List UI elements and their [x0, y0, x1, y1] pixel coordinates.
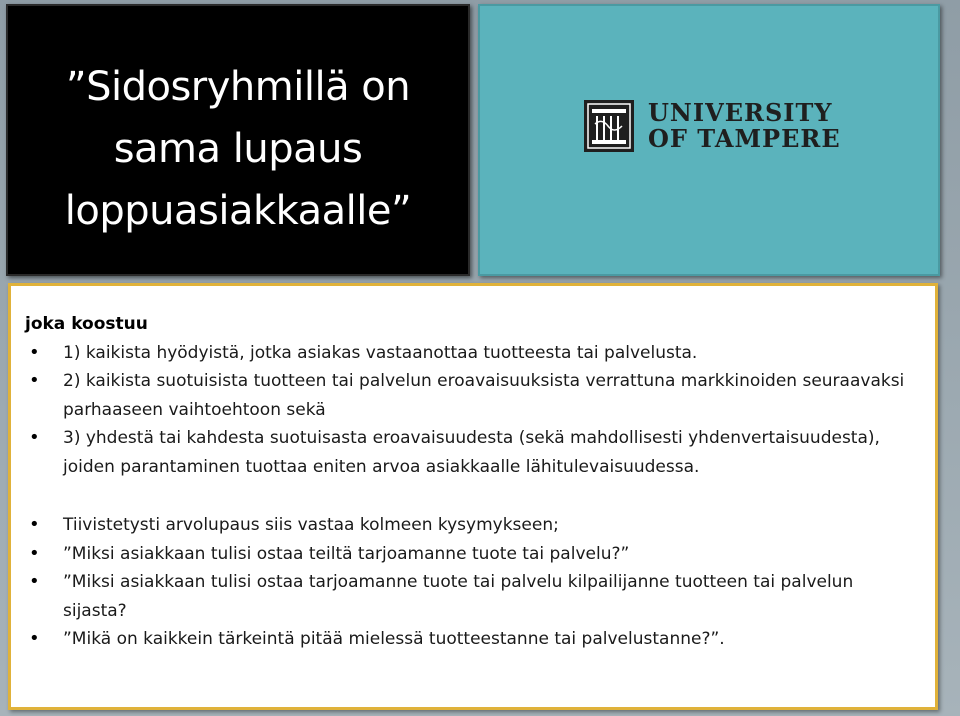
- logo-panel: [478, 4, 940, 276]
- slide-title: [8, 56, 468, 242]
- spacer: [25, 481, 917, 511]
- content-heading: joka koostuu: [25, 314, 148, 334]
- list-item: • ”Miksi asiakkaan tulisi ostaa teiltä tarjoamanne tuote tai palvelu?”: [25, 540, 917, 569]
- university-logo: [584, 100, 841, 152]
- title-panel: [6, 4, 470, 276]
- title-line-2: sama lupaus: [113, 126, 363, 172]
- logo-line-1: UNIVERSITY: [648, 98, 833, 127]
- title-line-1: ”Sidosryhmillä on: [65, 64, 411, 110]
- university-emblem-icon: [584, 100, 634, 152]
- logo-line-2: OF TAMPERE: [648, 124, 841, 153]
- list-item: • ”Miksi asiakkaan tulisi ostaa tarjoamanne tuote tai palvelu kilpailijanne tuotteen tai palvelun sijasta?: [25, 568, 917, 625]
- content-body: [25, 310, 917, 654]
- list-item: • 2) kaikista suotuisista tuotteen tai palvelun eroavaisuuksista verrattuna markkinoiden seuraavaksi parhaaseen vaihtoehtoon sekä: [25, 367, 917, 424]
- summary-list: [25, 511, 917, 654]
- list-item: • ”Mikä on kaikkein tärkeintä pitää mielessä tuotteestanne tai palvelustanne?”.: [25, 625, 917, 654]
- logo-wordmark: [648, 100, 841, 152]
- list-item: • Tiivistetysti arvolupaus siis vastaa kolmeen kysymykseen;: [25, 511, 917, 540]
- content-panel: [8, 283, 938, 710]
- list-item: • 1) kaikista hyödyistä, jotka asiakas vastaanottaa tuotteesta tai palvelusta.: [25, 339, 917, 368]
- benefits-list: [25, 339, 917, 482]
- list-item: • 3) yhdestä tai kahdesta suotuisasta eroavaisuudesta (sekä mahdollisesti yhdenvertaisuudesta), joiden parantaminen tuottaa eniten arvoa asiakkaalle lähitulevaisuudessa.: [25, 424, 917, 481]
- title-line-3: loppuasiakkaalle”: [64, 188, 412, 234]
